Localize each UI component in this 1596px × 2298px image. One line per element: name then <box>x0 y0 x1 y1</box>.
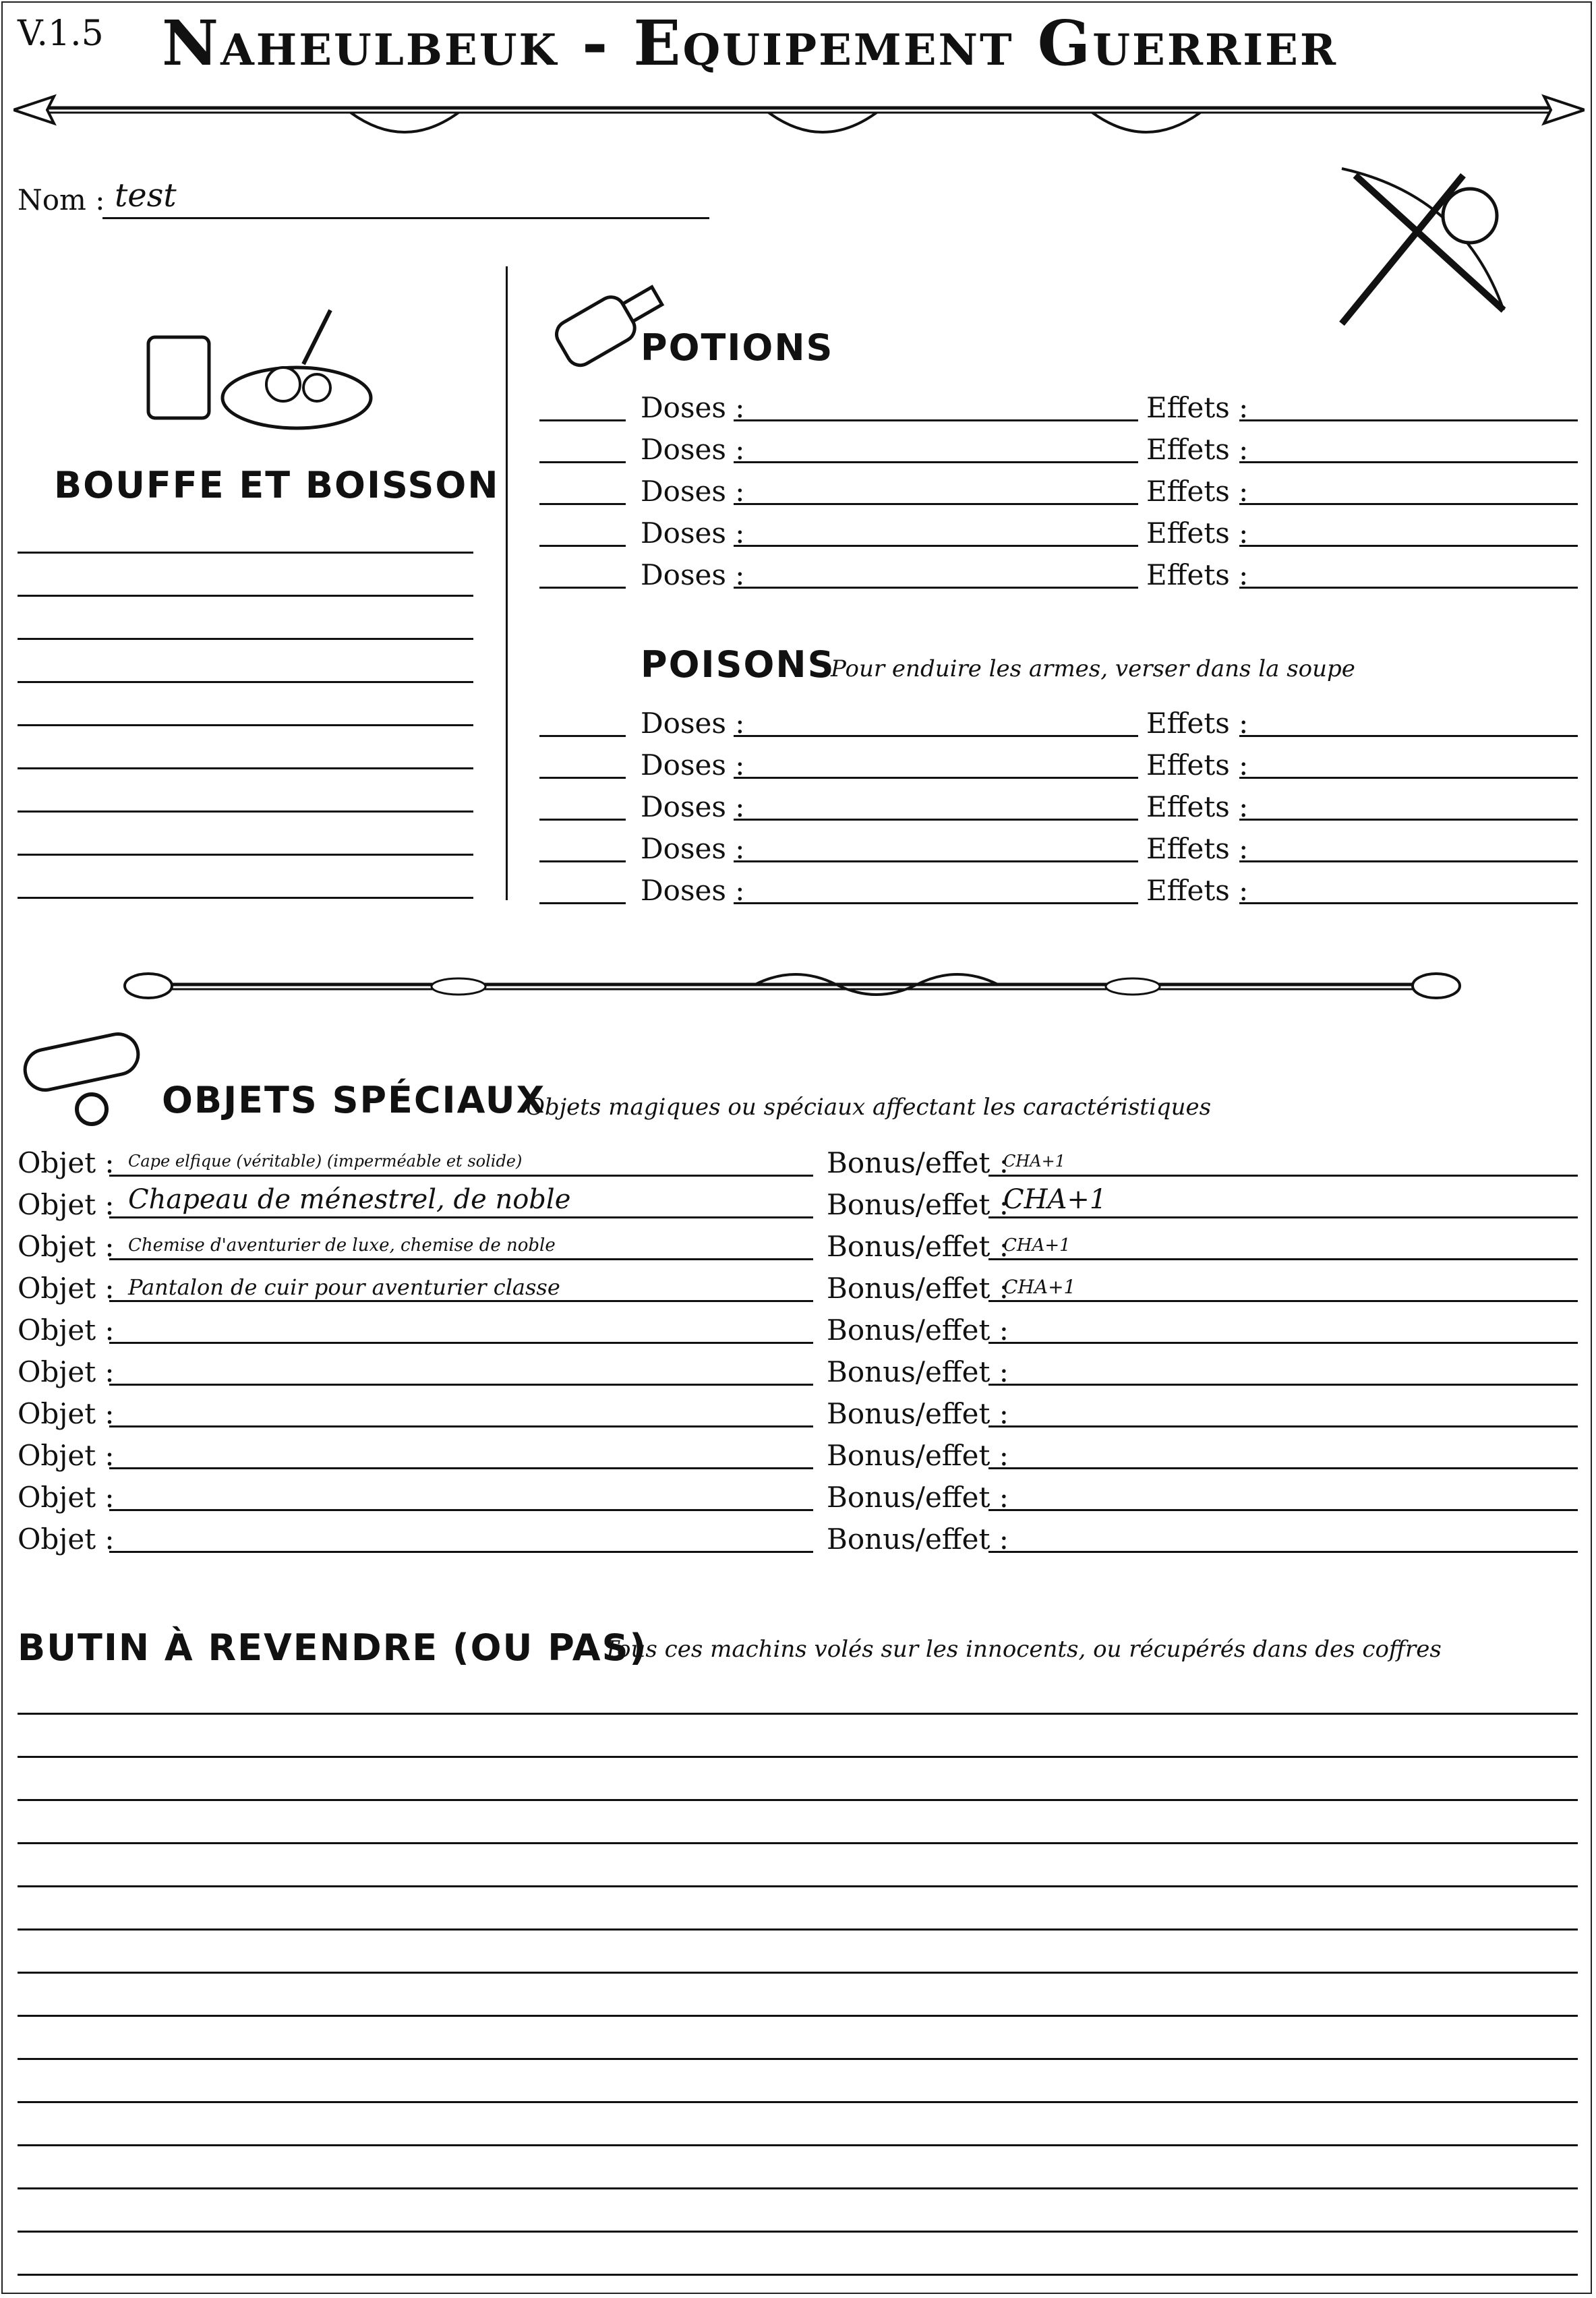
bonus-line[interactable] <box>988 1551 1578 1553</box>
object-label: Objet : <box>18 1230 115 1263</box>
effects-line[interactable] <box>1239 777 1578 779</box>
object-line <box>109 1216 813 1218</box>
bonus-label: Bonus/effet : <box>827 1481 1009 1514</box>
version-label: V.1.5 <box>18 13 104 54</box>
object-line <box>109 1258 813 1260</box>
object-label: Objet : <box>18 1314 115 1347</box>
loot-line[interactable] <box>18 1972 1578 1974</box>
bonus-line[interactable] <box>988 1384 1578 1386</box>
effects-line[interactable] <box>1239 735 1578 737</box>
object-value[interactable]: Chemise d'aventurier de luxe, chemise de noble <box>128 1235 556 1256</box>
object-value[interactable]: Cape elfique (véritable) (imperméable et solide) <box>128 1152 523 1171</box>
object-label: Objet : <box>18 1523 115 1556</box>
doses-label: Doses : <box>641 558 745 591</box>
bonus-label: Bonus/effet : <box>827 1230 1009 1263</box>
food-line[interactable] <box>18 811 473 813</box>
bonus-value[interactable]: CHA+1 <box>1003 1276 1076 1298</box>
loot-line[interactable] <box>18 2231 1578 2233</box>
bonus-line <box>988 1258 1578 1260</box>
doses-line[interactable] <box>734 819 1138 821</box>
doses-line[interactable] <box>734 735 1138 737</box>
food-line[interactable] <box>18 897 473 899</box>
bonus-line <box>988 1216 1578 1218</box>
page-title: Naheulbeuk - Equipement Guerrier <box>162 7 1338 80</box>
loot-line[interactable] <box>18 1885 1578 1887</box>
poison-qty-line[interactable] <box>539 735 626 737</box>
doses-label: Doses : <box>641 874 745 907</box>
bonus-label: Bonus/effet : <box>827 1439 1009 1472</box>
bonus-label: Bonus/effet : <box>827 1523 1009 1556</box>
doses-line[interactable] <box>734 503 1138 505</box>
effects-line[interactable] <box>1239 819 1578 821</box>
effects-label: Effets : <box>1146 707 1249 740</box>
object-label: Objet : <box>18 1188 115 1221</box>
name-underline <box>102 217 709 219</box>
food-and-drink-icon <box>135 297 378 432</box>
bonus-value[interactable]: CHA+1 <box>1003 1235 1071 1256</box>
potion-qty-line[interactable] <box>539 461 626 463</box>
object-label: Objet : <box>18 1146 115 1179</box>
loot-line[interactable] <box>18 2015 1578 2017</box>
special-objects-note: Objets magiques ou spéciaux affectant les caractéristiques <box>526 1094 1212 1121</box>
doses-label: Doses : <box>641 790 745 823</box>
food-line[interactable] <box>18 854 473 856</box>
effects-label: Effets : <box>1146 475 1249 508</box>
loot-line[interactable] <box>18 1756 1578 1758</box>
bonus-value[interactable]: CHA+1 <box>1003 1152 1066 1171</box>
effects-line[interactable] <box>1239 545 1578 547</box>
effects-label: Effets : <box>1146 748 1249 782</box>
object-line[interactable] <box>109 1509 813 1511</box>
effects-line[interactable] <box>1239 902 1578 904</box>
poison-qty-line[interactable] <box>539 860 626 862</box>
doses-label: Doses : <box>641 748 745 782</box>
arrow-ornament-icon <box>13 84 1585 145</box>
potion-qty-line[interactable] <box>539 419 626 421</box>
potion-qty-line[interactable] <box>539 545 626 547</box>
object-line[interactable] <box>109 1551 813 1553</box>
loot-line[interactable] <box>18 1842 1578 1844</box>
doses-label: Doses : <box>641 433 745 466</box>
loot-line[interactable] <box>18 2144 1578 2146</box>
loot-line[interactable] <box>18 2058 1578 2060</box>
loot-line[interactable] <box>18 2101 1578 2103</box>
effects-line[interactable] <box>1239 461 1578 463</box>
effects-label: Effets : <box>1146 558 1249 591</box>
name-label: Nom : <box>18 183 105 216</box>
effects-label: Effets : <box>1146 517 1249 550</box>
object-label: Objet : <box>18 1272 115 1305</box>
doses-label: Doses : <box>641 391 745 424</box>
poison-qty-line[interactable] <box>539 819 626 821</box>
bonus-line[interactable] <box>988 1425 1578 1427</box>
bonus-label: Bonus/effet : <box>827 1397 1009 1430</box>
poisons-heading: POISONS <box>641 643 835 686</box>
doses-label: Doses : <box>641 475 745 508</box>
effects-label: Effets : <box>1146 433 1249 466</box>
food-heading: BOUFFE ET BOISSON <box>54 464 500 506</box>
loot-line[interactable] <box>18 2187 1578 2189</box>
effects-line[interactable] <box>1239 503 1578 505</box>
object-label: Objet : <box>18 1355 115 1388</box>
object-line <box>109 1300 813 1302</box>
poison-qty-line[interactable] <box>539 777 626 779</box>
loot-line[interactable] <box>18 1713 1578 1715</box>
staff-ornament-icon <box>121 958 1463 1011</box>
food-line[interactable] <box>18 767 473 769</box>
poison-qty-line[interactable] <box>539 902 626 904</box>
effects-label: Effets : <box>1146 874 1249 907</box>
crossed-weapons-icon <box>1328 155 1524 337</box>
potions-heading: POTIONS <box>641 326 834 369</box>
object-label: Objet : <box>18 1481 115 1514</box>
bonus-label: Bonus/effet : <box>827 1146 1009 1179</box>
loot-line[interactable] <box>18 1799 1578 1801</box>
bonus-label: Bonus/effet : <box>827 1355 1009 1388</box>
object-label: Objet : <box>18 1439 115 1472</box>
doses-line[interactable] <box>734 860 1138 862</box>
column-divider <box>506 266 508 900</box>
bonus-label: Bonus/effet : <box>827 1272 1009 1305</box>
object-value[interactable]: Chapeau de ménestrel, de noble <box>128 1184 571 1215</box>
object-line[interactable] <box>109 1425 813 1427</box>
bonus-line <box>988 1175 1578 1177</box>
potion-qty-line[interactable] <box>539 587 626 589</box>
doses-line[interactable] <box>734 419 1138 421</box>
loot-line[interactable] <box>18 1928 1578 1931</box>
bonus-line[interactable] <box>988 1342 1578 1344</box>
scroll-and-ring-icon <box>18 1028 152 1129</box>
doses-line[interactable] <box>734 587 1138 589</box>
doses-line[interactable] <box>734 461 1138 463</box>
potion-qty-line[interactable] <box>539 503 626 505</box>
bonus-line[interactable] <box>988 1467 1578 1469</box>
object-line[interactable] <box>109 1342 813 1344</box>
effects-label: Effets : <box>1146 790 1249 823</box>
name-value[interactable]: test <box>115 177 177 214</box>
object-label: Objet : <box>18 1397 115 1430</box>
effects-line[interactable] <box>1239 587 1578 589</box>
bonus-label: Bonus/effet : <box>827 1314 1009 1347</box>
food-line[interactable] <box>18 552 473 554</box>
doses-label: Doses : <box>641 707 745 740</box>
effects-line[interactable] <box>1239 419 1578 421</box>
loot-heading: BUTIN À REVENDRE (OU PAS) <box>18 1626 648 1669</box>
food-line[interactable] <box>18 681 473 683</box>
food-line[interactable] <box>18 724 473 726</box>
object-line <box>109 1175 813 1177</box>
bonus-line <box>988 1300 1578 1302</box>
object-line[interactable] <box>109 1384 813 1386</box>
doses-line[interactable] <box>734 545 1138 547</box>
bonus-value[interactable]: CHA+1 <box>1003 1184 1107 1215</box>
food-line[interactable] <box>18 595 473 597</box>
object-line[interactable] <box>109 1467 813 1469</box>
object-value[interactable]: Pantalon de cuir pour aventurier classe <box>128 1274 560 1300</box>
doses-line[interactable] <box>734 902 1138 904</box>
effects-line[interactable] <box>1239 860 1578 862</box>
food-line[interactable] <box>18 638 473 640</box>
poisons-note: Pour enduire les armes, verser dans la soupe <box>831 655 1355 682</box>
effects-label: Effets : <box>1146 391 1249 424</box>
bonus-label: Bonus/effet : <box>827 1188 1009 1221</box>
special-objects-heading: OBJETS SPÉCIAUX <box>162 1079 546 1121</box>
doses-label: Doses : <box>641 517 745 550</box>
effects-label: Effets : <box>1146 832 1249 865</box>
loot-line[interactable] <box>18 2274 1578 2276</box>
doses-line[interactable] <box>734 777 1138 779</box>
loot-note: Tous ces machins volés sur les innocents, ou récupérés dans des coffres <box>603 1636 1442 1663</box>
bonus-line[interactable] <box>988 1509 1578 1511</box>
doses-label: Doses : <box>641 832 745 865</box>
